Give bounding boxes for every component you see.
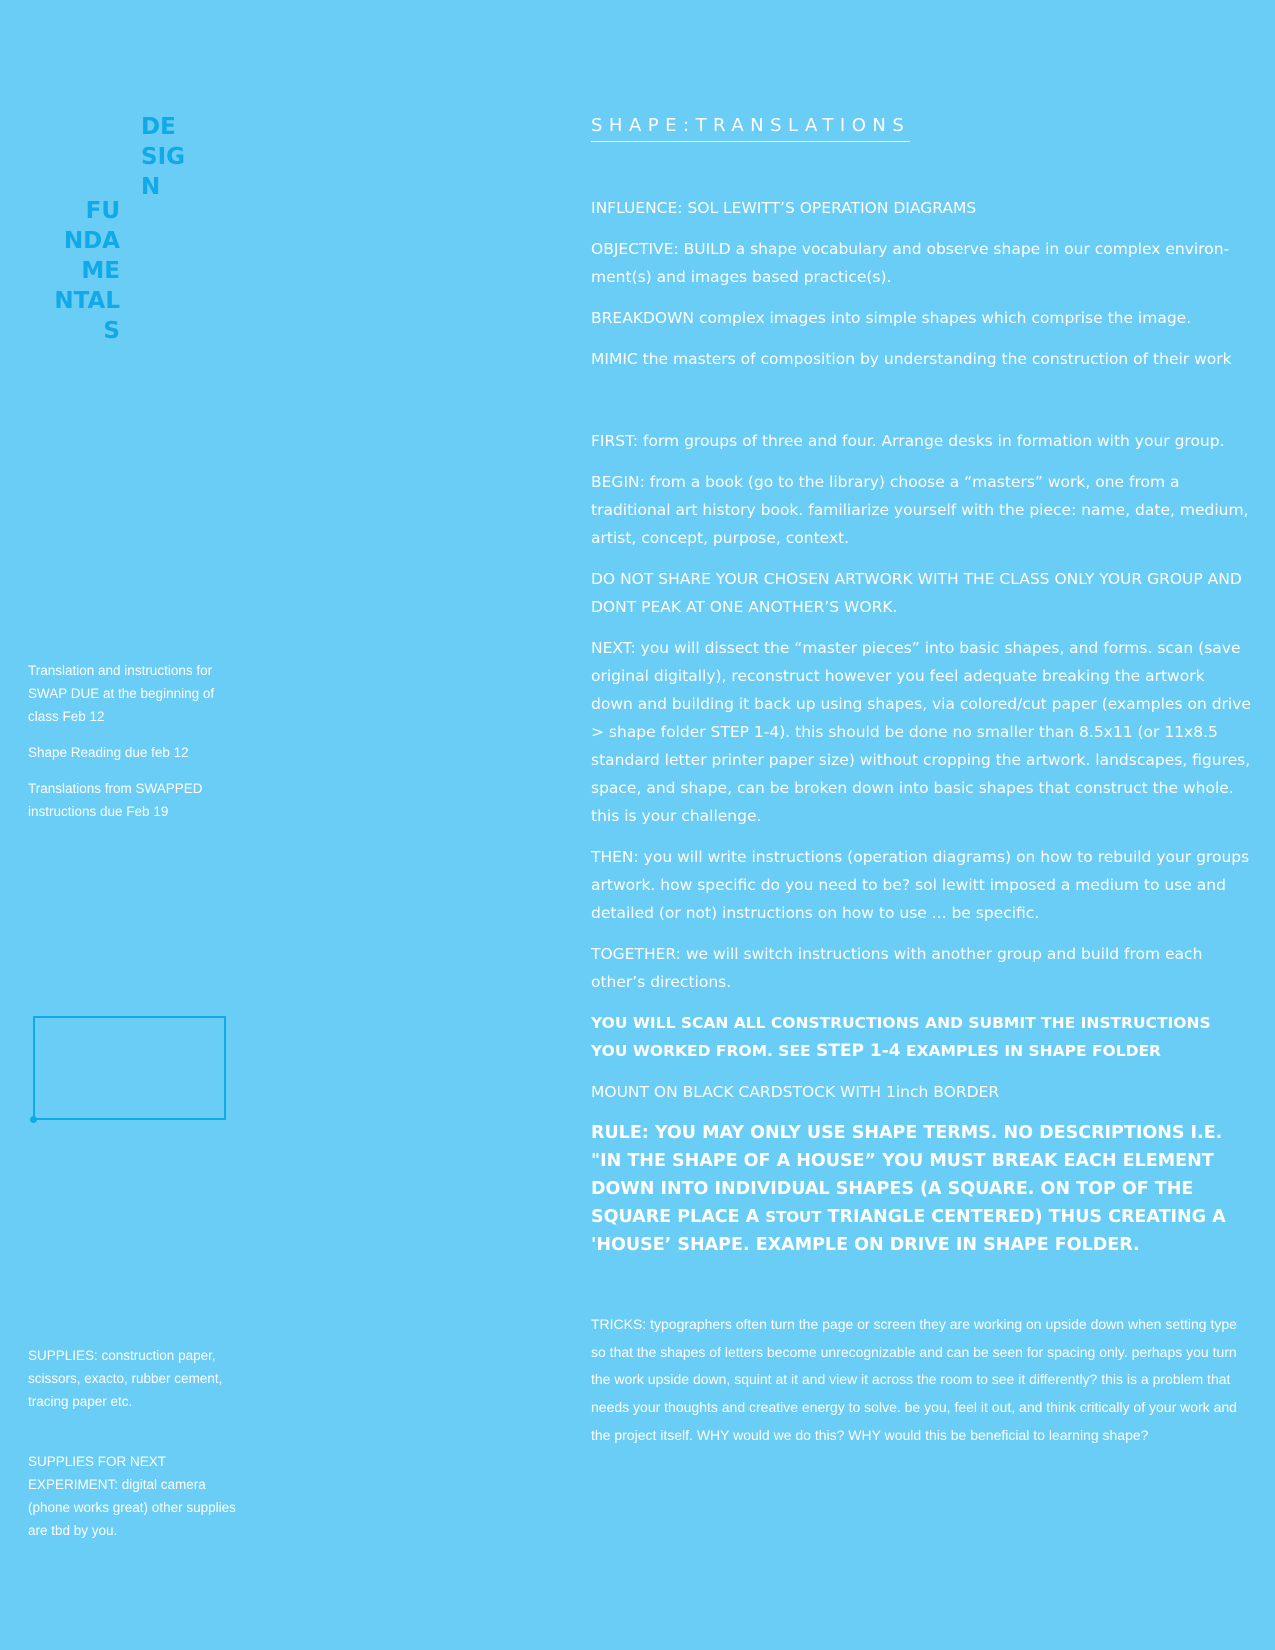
- logo-fundamentals: [54, 196, 120, 346]
- step-paragraph: NEXT: you will dissect the “master pieces” into basic shapes, and forms. scan (save original digitally), reconstruct however you feel adequate breaking the artwork down and building it back up using shapes, via colored/cut paper (examples on drive > shape folder STEP 1-4). this should be done no smaller than 8.5x11 (or 11x8.5 standard letter printer paper size) without cropping the artwork. landscapes, figures, space, and shape, can be broken down into basic shapes that construct the whole. this is your challenge.: [591, 639, 1251, 825]
- logo-line: SIG: [141, 144, 186, 170]
- intro-paragraph: BREAKDOWN complex images into simple shapes which comprise the image.: [591, 309, 1192, 327]
- steps-section: [591, 427, 1251, 1272]
- step-paragraph: BEGIN: from a book (go to the library) choose a “masters” work, one from a traditional art history book. familiarize yourself with the piece: name, date, medium, artist, concept, purpose, context.: [591, 473, 1249, 547]
- due-note: Translations from SWAPPED instructions due Feb 19: [28, 781, 203, 819]
- intro-paragraph: INFLUENCE: SOL LEWITT’S OPERATION DIAGRAMS: [591, 199, 977, 217]
- page-title: SHAPE:TRANSLATIONS: [591, 113, 910, 142]
- rule-text: RULE: YOU MAY ONLY USE SHAPE TERMS. NO DESCRIPTIONS I.E. "IN THE SHAPE OF A HOUSE” YOU MUST BREAK EACH ELEMENT DOWN INTO INDIVIDUAL SHAPES (A SQUARE. ON TOP OF THE SQUARE PLACE A: [591, 1123, 1223, 1227]
- supplies-next-text: SUPPLIES FOR NEXT EXPERIMENT: digital camera (phone works great) other supplies are tbd by you.: [28, 1454, 236, 1538]
- rule-text-end: TRIANGLE CENTERED) THUS CREATING A 'HOUSE’ SHAPE. EXAMPLE ON DRIVE IN SHAPE FOLDER.: [591, 1207, 1226, 1255]
- intro-paragraph: OBJECTIVE: BUILD a shape vocabulary and observe shape in our complex environ-ment(s) and images based practice(s).: [591, 240, 1230, 286]
- decorative-frame: [33, 1016, 226, 1120]
- due-note: Shape Reading due feb 12: [28, 745, 189, 760]
- logo-design: [141, 112, 185, 202]
- scan-note-text-end: EXAMPLES IN SHAPE FOLDER: [900, 1042, 1161, 1060]
- mount-note: MOUNT ON BLACK CARDSTOCK WITH 1inch BORDER: [591, 1083, 1000, 1101]
- logo-line: NDA: [63, 228, 120, 254]
- scan-note-step: STEP 1-4: [816, 1041, 901, 1061]
- step-paragraph: DO NOT SHARE YOUR CHOSEN ARTWORK WITH THE CLASS ONLY YOUR GROUP AND DONT PEAK AT ONE ANOTHER’S WORK.: [591, 570, 1242, 616]
- step-paragraph: THEN: you will write instructions (operation diagrams) on how to rebuild your groups artwork. how specific do you need to be? sol lewitt imposed a medium to use and detailed (or not) instructions on how to use ... be specific.: [591, 848, 1250, 922]
- scan-note: [591, 1009, 1251, 1065]
- scan-note-text: YOU WILL SCAN ALL CONSTRUCTIONS AND SUBMIT THE INSTRUCTIONS YOU WORKED FROM. SEE: [591, 1014, 1211, 1060]
- logo-line: NTAL: [54, 288, 120, 314]
- step-paragraph: TOGETHER: we will switch instructions with another group and build from each other’s directions.: [591, 945, 1203, 991]
- logo-line: DE: [141, 114, 176, 140]
- rule-text-small: STOUT: [765, 1208, 822, 1226]
- logo-line: FU: [85, 198, 120, 224]
- frame-corner-dot: [30, 1116, 37, 1123]
- rule-note: [591, 1119, 1251, 1259]
- logo-line: ME: [81, 258, 120, 284]
- logo-line: N: [141, 174, 161, 200]
- due-note: Translation and instructions for SWAP DUE at the beginning of class Feb 12: [28, 663, 215, 724]
- step-paragraph: FIRST: form groups of three and four. Arrange desks in formation with your group.: [591, 432, 1225, 450]
- intro-paragraph: MIMIC the masters of composition by understanding the construction of their work: [591, 350, 1232, 368]
- logo-line: S: [103, 318, 120, 344]
- supplies-text: SUPPLIES: construction paper, scissors, exacto, rubber cement, tracing paper etc.: [28, 1348, 223, 1409]
- sidebar-due-notes: [28, 659, 238, 836]
- tricks-paragraph: TRICKS: typographers often turn the page or screen they are working on upside down when setting type so that the shapes of letters become unrecognizable and can be seen for spacing only. perhaps you turn the work upside down, squint at it and view it across the room to see it differently? this is a problem that needs your thoughts and creative energy to solve. be you, feel it out, and think critically of your work and the project itself. WHY would we do this? WHY would this be beneficial to learning shape?: [591, 1316, 1237, 1443]
- sidebar-supplies: [28, 1344, 238, 1426]
- sidebar-supplies-next: [28, 1450, 238, 1555]
- intro-section: [591, 194, 1251, 386]
